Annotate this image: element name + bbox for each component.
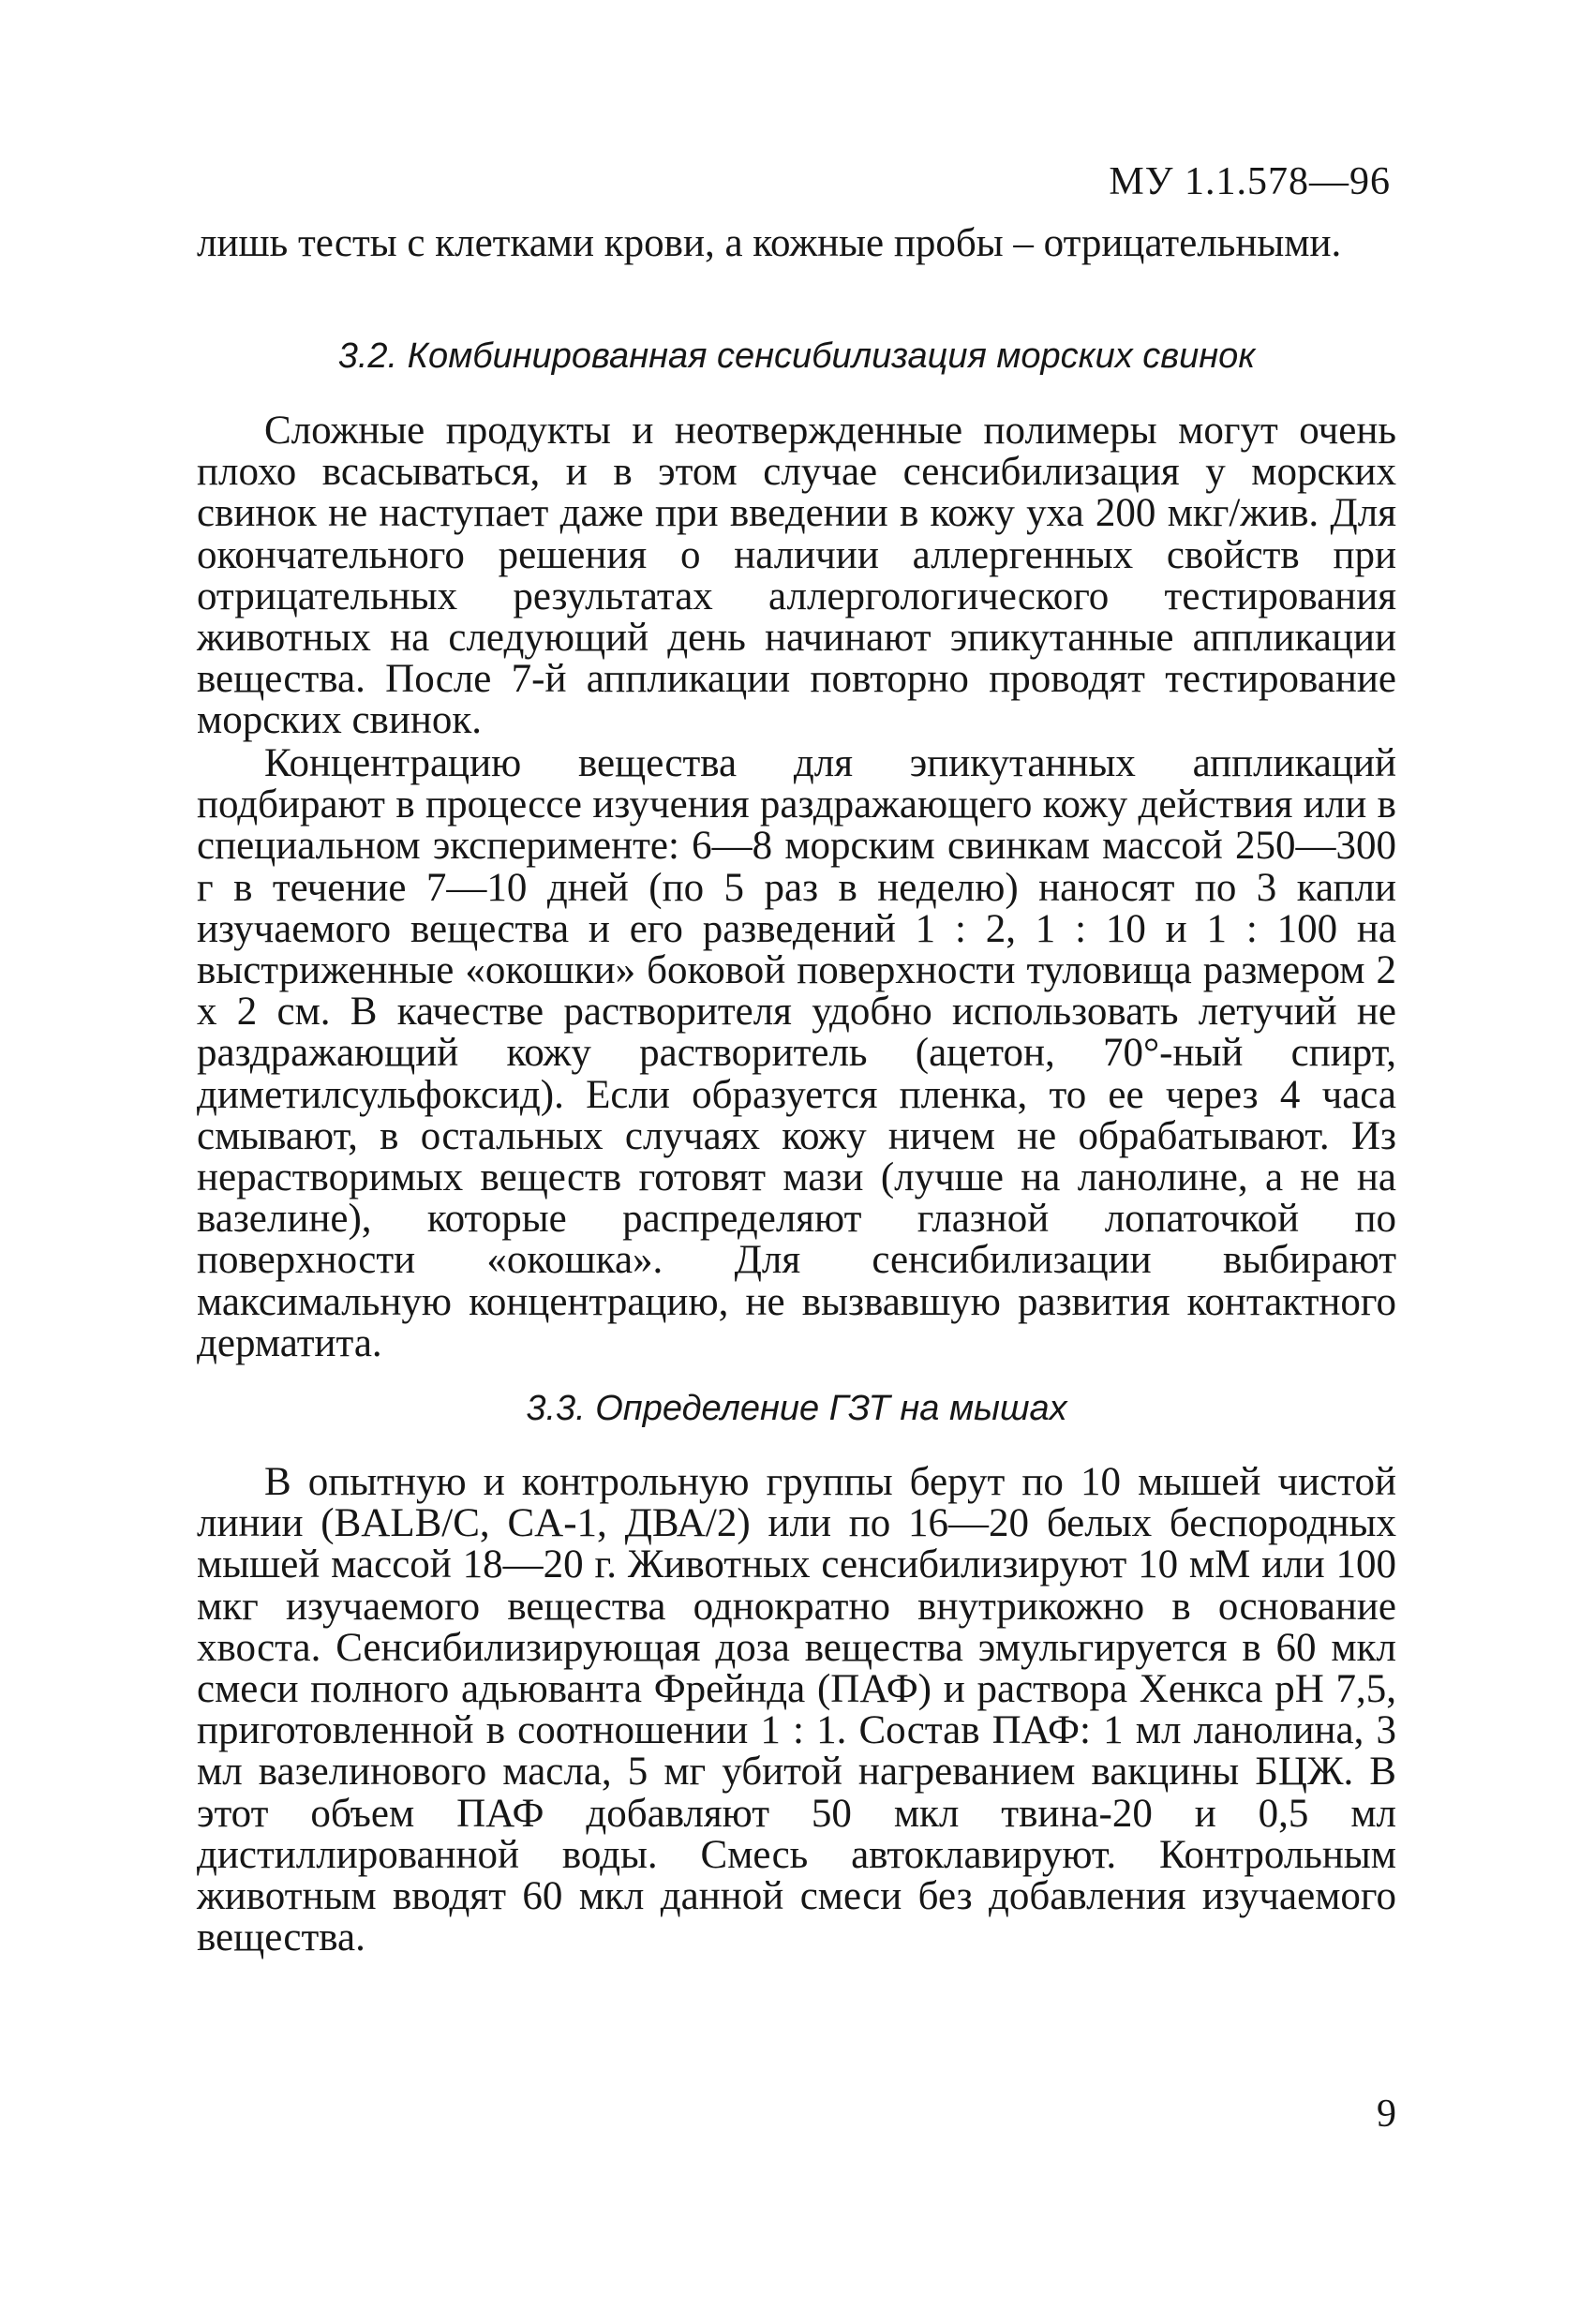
- page-number: 9: [1377, 2093, 1396, 2136]
- section-3-2-paragraph-2: Концентрацию вещества для эпикутанных аппликаций подбирают в процессе изучения раздражающего кожу действия или в специальном эксперименте: 6—8 морским свинкам массой 250—300 г в течение 7—10 дней (по 5 раз в неделю) наносят по 3 капли изучаемого вещества и его разведений 1 : 2, 1 : 10 и 1 : 100 на выстриженные «окошки» боковой поверхности туловища размером 2 х 2 см. В качестве растворителя удобно использовать летучий не раздражающий кожу растворитель (ацетон, 70°-ный спирт, диметилсульфоксид). Если образуется пленка, то ее через 4 часа смывают, в остальных случаях кожу ничем не обрабатывают. Из нерастворимых веществ готовят мази (лучше на ланолине, а не на вазелине), которые распределяют глазной лопаточкой по поверхности «окошка». Для сенсибилизации выбирают максимальную концентрацию, не вызвавшую развития контактного дерматита.: [197, 741, 1396, 1365]
- section-3-2-paragraph-1: Сложные продукты и неотвержденные полимеры могут очень плохо всасываться, и в этом случае сенсибилизация у морских свинок не наступает даже при введении в кожу уха 200 мкг/жив. Для окончательного решения о наличии аллергенных свойств при отрицательных результатах аллергологического тестирования животных на следующий день начинают эпикутанные аппликации вещества. После 7-й аппликации повторно проводят тестирование морских свинок.: [197, 409, 1396, 743]
- section-3-3-heading: 3.3. Определение ГЗТ на мышах: [526, 1389, 1067, 1428]
- section-3-2-heading: 3.2. Комбинированная сенсибилизация морских свинок: [337, 336, 1256, 376]
- section-3-3-paragraph-1: В опытную и контрольную группы берут по 10 мышей чистой линии (BALB/C, CA-1, ДВА/2) или по 16—20 белых беспородных мышей массой 18—20 г. Животных сенсибилизируют 10 мМ или 100 мкг изучаемого вещества однократно внутрикожно в основание хвоста. Сенсибилизирующая доза вещества эмульгируется в 60 мкл смеси полного адьюванта Фрейнда (ПАФ) и раствора Хенкса pH 7,5, приготовленной в соотношении 1 : 1. Состав ПАФ: 1 мл ланолина, 3 мл вазелинового масла, 5 мг убитой нагреванием вакцины БЦЖ. В этот объем ПАФ добавляют 50 мкл твина-20 и 0,5 мл дистиллированной воды. Смесь автоклавируют. Контрольным животным вводят 60 мкл данной смеси без добавления изучаемого вещества.: [197, 1460, 1396, 1960]
- document-code: МУ 1.1.578—96: [1109, 160, 1391, 203]
- continuation-paragraph: лишь тесты с клетками крови, а кожные пробы – отрицательными.: [197, 221, 1342, 265]
